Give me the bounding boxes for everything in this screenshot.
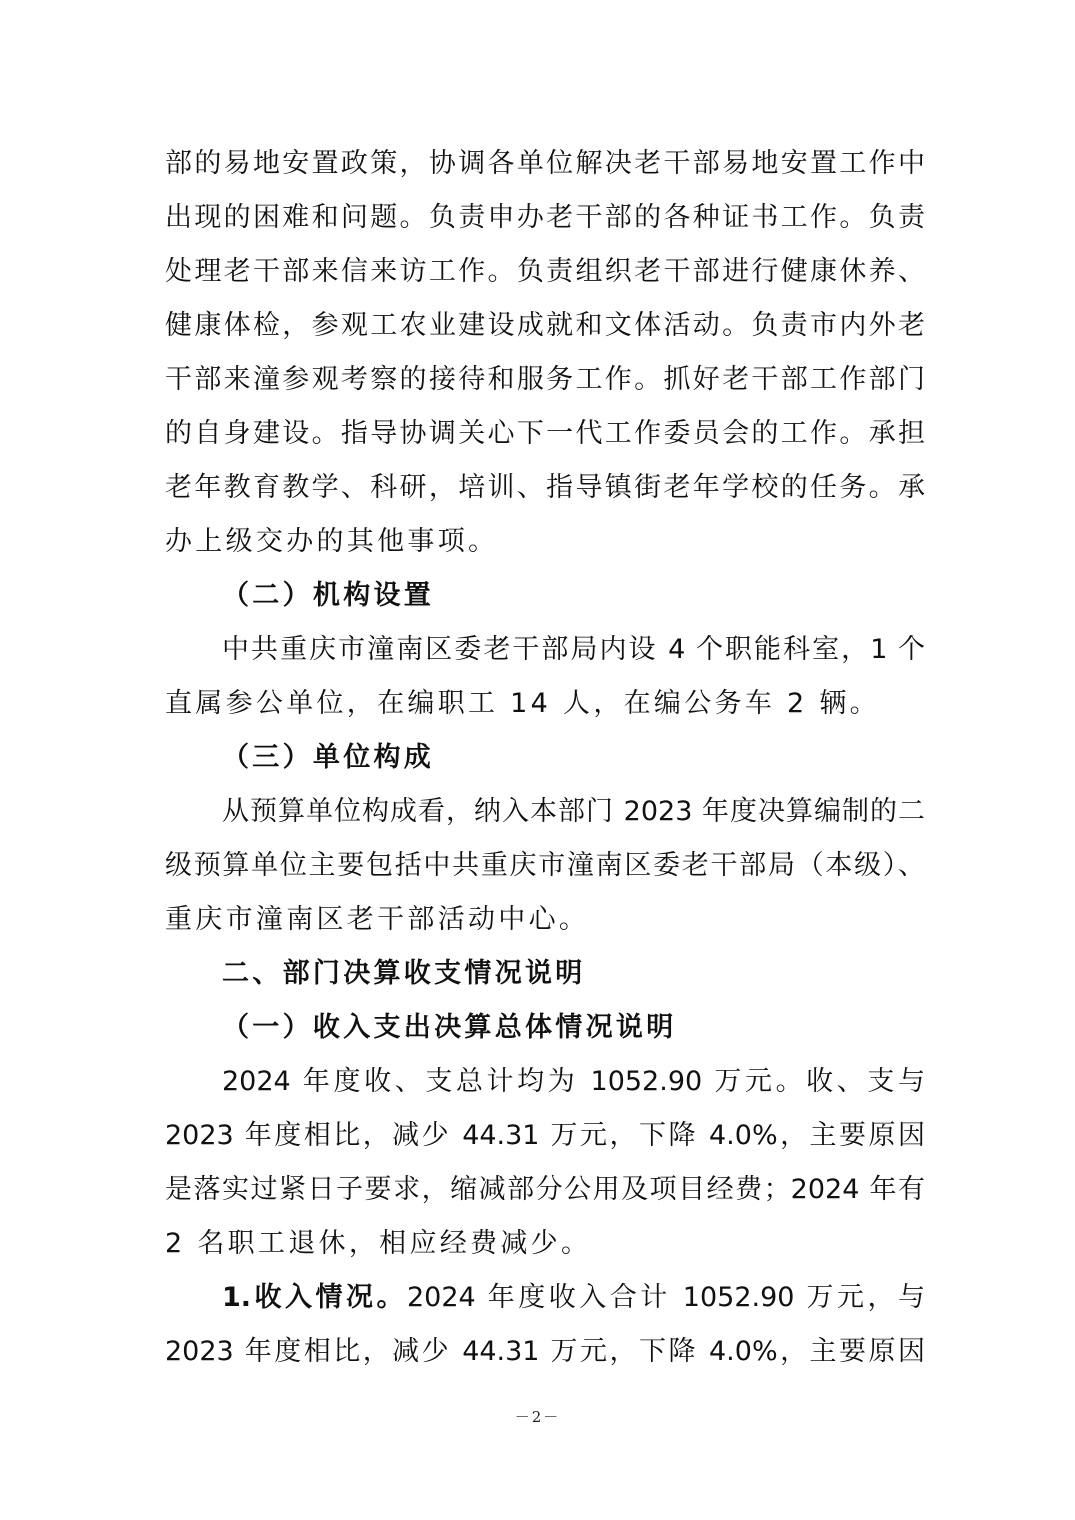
body-text-line [222, 1278, 925, 1318]
chapter-heading: 二、部门决算收支情况说明 [222, 958, 586, 989]
page-number: －2－ [514, 1408, 561, 1426]
section-heading: （三）单位构成 [222, 742, 435, 773]
item-heading: .收入情况。 [240, 1282, 407, 1313]
body-text-line: 干部来潼参观考察的接待和服务工作。抓好老干部工作部门 [165, 364, 925, 395]
body-text-line: 重庆市潼南区老干部活动中心。 [165, 904, 590, 935]
body-text-line: 部的易地安置政策，协调各单位解决老干部易地安置工作中 [165, 148, 925, 179]
body-text-line: 是落实过紧日子要求，缩减部分公用及项目经费；2024 年有 [165, 1174, 925, 1205]
body-text-line: 中共重庆市潼南区委老干部局内设 4 个职能科室，1 个 [222, 634, 925, 665]
section-heading: （一）收入支出决算总体情况说明 [222, 1012, 677, 1043]
body-text-line: 直属参公单位，在编职工 14 人，在编公务车 2 辆。 [165, 688, 880, 719]
body-text-line: 2023 年度相比，减少 44.31 万元，下降 4.0%，主要原因 [165, 1336, 925, 1367]
body-text-line: 老年教育教学、科研，培训、指导镇街老年学校的任务。承 [165, 472, 925, 503]
body-text-line: 从预算单位构成看，纳入本部门 2023 年度决算编制的二 [222, 796, 925, 827]
body-text-line: 办上级交办的其他事项。 [165, 526, 499, 557]
item-text: 2024 年度收入合计 1052.90 万元，与 [407, 1282, 925, 1313]
body-text-line: 处理老干部来信来访工作。负责组织老干部进行健康休养、 [165, 256, 925, 287]
body-text-line: 出现的困难和问题。负责申办老干部的各种证书工作。负责 [165, 202, 925, 233]
item-number: 1 [222, 1282, 241, 1313]
section-heading: （二）机构设置 [222, 580, 435, 611]
body-text-line: 2024 年度收、支总计均为 1052.90 万元。收、支与 [222, 1066, 925, 1097]
body-text-line: 2023 年度相比，减少 44.31 万元，下降 4.0%，主要原因 [165, 1120, 925, 1151]
body-text-line: 的自身建设。指导协调关心下一代工作委员会的工作。承担 [165, 418, 925, 449]
body-text-line: 健康体检，参观工农业建设成就和文体活动。负责市内外老 [165, 310, 925, 341]
body-text-line: 2 名职工退休，相应经费减少。 [165, 1228, 592, 1259]
body-text-line: 级预算单位主要包括中共重庆市潼南区委老干部局（本级）、 [165, 850, 925, 881]
